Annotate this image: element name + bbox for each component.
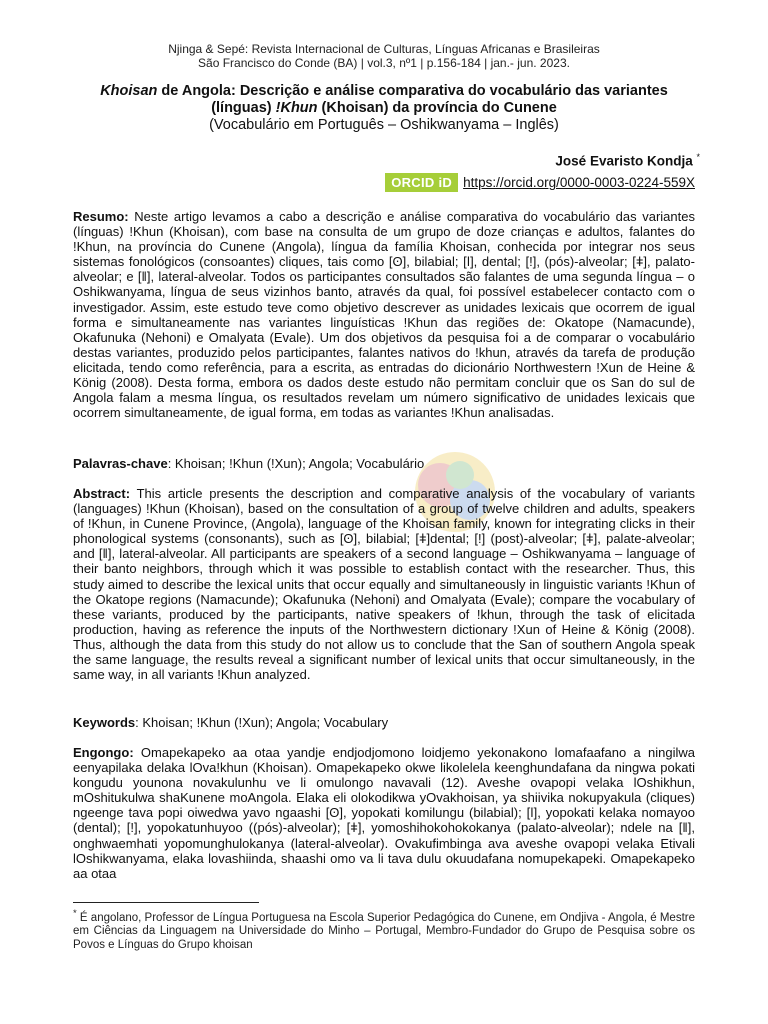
footnote	[73, 907, 695, 952]
abstract-label: Abstract:	[73, 486, 131, 501]
engongo-text: Omapekapeko aa otaa yandje endjodjomono loidjemo yekonakono lomafaafano a ningilwa eenyapilaka delaka lOva!khun (Khoisan). Omapekapeko okwe likolelela keenghundafana da ningwa pokati kongudu younona novakulunhu ve li omulongo navavali (12). Aveshe ovapopi velaka lOshikhun, mOshitukulwa shaKunene moAngola. Elaka eli olokodikwa yOvakhoisan, ya shiivika nokupyakula (cliques) ngeenge tava popi oiwedwa yavo ngaashi [ʘ], yopokati komilungu (bilabial); [ǀ], yopokati kelaka nomayoo (dental); [!], yopokatunhuyoo ((pós)-alveolar); [ǂ], yomoshihokohokokanya (palato-alveolar); ndele na [ǁ], onghwaemhati yopomunghulokanya (lateral-alveolar). Ovakufimbinga ava aveshe ovapopi velaka Etivali lOshikwanyama, elaka lovashiinda, shaashi omo va li tava dulu okuudafana nomupekapeki. Omapekapeko aa otaa	[73, 745, 695, 881]
orcid-badge-icon: ORCID iD	[385, 173, 458, 192]
author-footnote-mark: *	[696, 152, 700, 162]
footnote-mark: *	[73, 908, 77, 919]
article-subtitle: (Vocabulário em Português – Oshikwanyama – Inglês)	[209, 117, 559, 133]
palavras-chave-label: Palavras-chave	[73, 456, 168, 471]
resumo-paragraph	[73, 209, 695, 420]
resumo-text: Neste artigo levamos a cabo a descrição e análise comparativa do vocabulário das variantes (línguas) !Khun (Khoisan), com base na consulta de um grupo de doze crianças e adultos, falantes do !Khun, na província do Cunene (Angola), língua da família Khoisan, conhecida por integrar nos seus sistemas fonológicos (consoantes) cliques, tais como [ʘ], bilabial; [ǀ], dental; [!], (pós)-alveolar; [ǂ], palato-alveolar; e [ǁ], lateral-alveolar. Todos os participantes consultados são falantes de uma segunda língua – o Oshikwanyama, língua de seus vizinhos banto, através da qual, foi possível estabelecer contacto com o investigador. Assim, este estudo teve como objetivo descrever as unidades lexicais que ocorrem de igual forma e simultaneamente nas variantes linguísticas !Khun das regiões de: Okatope (Namacunde), Okafunuka (Nehoni) e Omalyata (Evale). Um dos objetivos da pesquisa foi a de comparar o vocabulário destas variantes, produzido pelos participantes, falantes nativos do !khun, através da tarefa de produção elicitada, tendo como referência, para a escrita, as entradas do dicionário Northwestern !Xun de Heine & König (2008). Desta forma, embora os dados deste estudo não permitam concluir que os San do sul de Angola falam a mesma língua, os resultados revelam um número significativo de unidades lexicais que ocorrem simultaneamente, de igual forma, em todas as variantes !Khun analisadas.	[73, 209, 695, 421]
orcid-link[interactable]: https://orcid.org/0000-0003-0224-559X	[463, 175, 695, 190]
title-part-1: de Angola: Descrição e análise comparativa do vocabulário das variantes	[157, 83, 668, 99]
author-line	[555, 152, 700, 169]
journal-title: Njinga & Sepé: Revista Internacional de Culturas, Línguas Africanas e Brasileiras	[168, 42, 600, 56]
palavras-chave-text: : Khoisan; !Khun (!Xun); Angola; Vocabulário	[167, 456, 425, 471]
resumo-label: Resumo:	[73, 209, 129, 224]
abstract-paragraph	[73, 486, 695, 682]
palavras-chave-paragraph	[73, 456, 695, 471]
footnote-divider	[73, 902, 259, 903]
engongo-paragraph	[73, 745, 695, 881]
journal-issue: São Francisco do Conde (BA) | vol.3, nº1 | p.156-184 | jan.- jun. 2023.	[198, 56, 570, 70]
abstract-text: This article presents the description and comparative analysis of the vocabulary of variants (languages) !Khun (Khoisan), based on the consultation of a group of twelve children and adults, speakers of !Khun, in Cunene Province, (Angola), language of the Khoisan family, known for integrating clicks in their phonological systems (consonants), such as [ʘ], bilabial; [ǂ]dental; [!] (post)-alveolar; [ǂ], palate-alveolar; and [ǁ], lateral-alveolar. All participants are speakers of a second language – Oshikwanyama – language of their banto neighbors, through which it was possible to establish contact with the researcher. Thus, this study aimed to describe the lexical units that occur equally and simultaneously in linguistic variants !Khun of the Okatope regions (Namacunde); Okafunuka (Nehoni) and Omalyata (Evale); compare the vocabulary of these variants, produced by the participants, native speakers of !khun, through the task of elicitada production, having as reference the inputs of the Northwestern dictionary !Xun of Heine & König (2008). Thus, although the data from this study do not allow us to conclude that the San of southern Angola speak the same language, the results reveal a significant number of lexical units that occur simultaneously, in the same way, in all variants !Khun analyzed.	[73, 486, 695, 683]
engongo-label: Engongo:	[73, 745, 134, 760]
title-part-2a: (línguas)	[211, 100, 276, 116]
keywords-paragraph	[73, 715, 695, 730]
article-title	[60, 83, 708, 134]
author-name: José Evaristo Kondja	[555, 153, 693, 169]
title-italic-khun: !Khun	[275, 100, 318, 116]
journal-header	[0, 42, 768, 70]
title-italic-khoisan: Khoisan	[100, 83, 158, 99]
keywords-text: : Khoisan; !Khun (!Xun); Angola; Vocabulary	[135, 715, 389, 730]
orcid-row	[385, 173, 695, 192]
keywords-label: Keywords	[73, 715, 136, 730]
title-part-2b: (Khoisan) da província do Cunene	[317, 100, 557, 116]
footnote-text: É angolano, Professor de Língua Portuguesa na Escola Superior Pedagógica do Cunene, em Ondjiva - Angola, é Mestre em Ciências da Linguagem na Universidade do Minho – Portugal, Membro-Fundador do Grupo de Pesquisa sobre os Povos e Línguas do Grupo khoisan	[73, 911, 695, 951]
